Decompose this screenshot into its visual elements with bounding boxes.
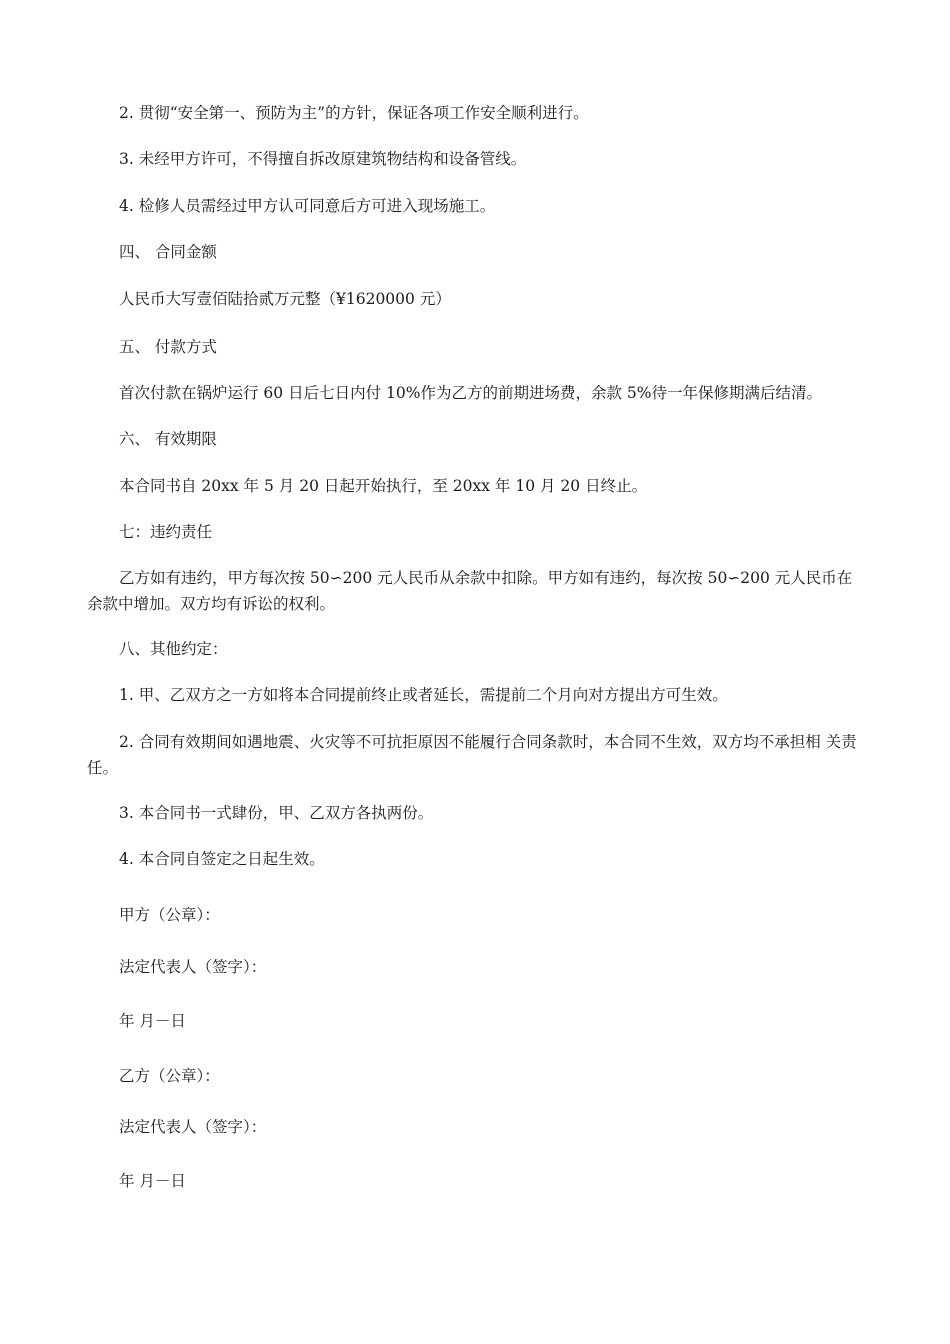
party-a-representative: 法定代表人（签字）：: [119, 958, 267, 976]
section-body: 人民币大写壹佰陆拾贰万元整（¥1620000 元）: [119, 290, 451, 308]
clause-item: 4. 本合同自签定之日起生效。: [119, 850, 325, 868]
clause-item: 4. 检修人员需经过甲方认可同意后方可进入现场施工。: [119, 197, 496, 215]
section-heading: 七：违约责任: [119, 523, 213, 541]
section-body: 乙方如有违约，甲方每次按 50∽200 元人民币从余款中扣除。甲方如有违约，每次按 50∽200 元人民币在余款中增加。双方均有诉讼的权利。: [87, 569, 853, 613]
section-heading: 五、 付款方式: [119, 338, 217, 356]
section-heading: 六、 有效期限: [119, 430, 217, 448]
clause-item: 2. 合同有效期间如遇地震、火灾等不可抗拒原因不能履行合同条款时，本合同不生效，双方均不承担相 关责任。: [87, 733, 857, 777]
section-body: 本合同书自 20xx 年 5 月 20 日起开始执行，至 20xx 年 10 月 20 日终止。: [119, 477, 648, 495]
clause-item: 3. 本合同书一式肆份，甲、乙双方各执两份。: [119, 804, 434, 822]
party-a-date: 年 月－日: [119, 1012, 186, 1030]
party-b-representative: 法定代表人（签字）：: [119, 1118, 267, 1136]
party-b-seal: 乙方（公章）：: [119, 1067, 220, 1085]
clause-item: 2. 贯彻“安全第一、预防为主”的方针，保证各项工作安全顺利进行。: [119, 104, 589, 122]
party-b-date: 年 月－日: [119, 1172, 186, 1190]
clause-item: 3. 未经甲方许可，不得擅自拆改原建筑物结构和设备管线。: [119, 150, 527, 168]
clause-item: 1. 甲、乙双方之一方如将本合同提前终止或者延长，需提前二个月向对方提出方可生效。: [119, 686, 728, 704]
party-a-seal: 甲方（公章）：: [119, 906, 220, 924]
section-heading: 四、 合同金额: [119, 243, 217, 261]
section-body: 首次付款在锅炉运行 60 日后七日内付 10%作为乙方的前期进场费，余款 5%待一年保修期满后结清。: [119, 384, 822, 402]
section-heading: 八、其他约定：: [119, 640, 228, 658]
